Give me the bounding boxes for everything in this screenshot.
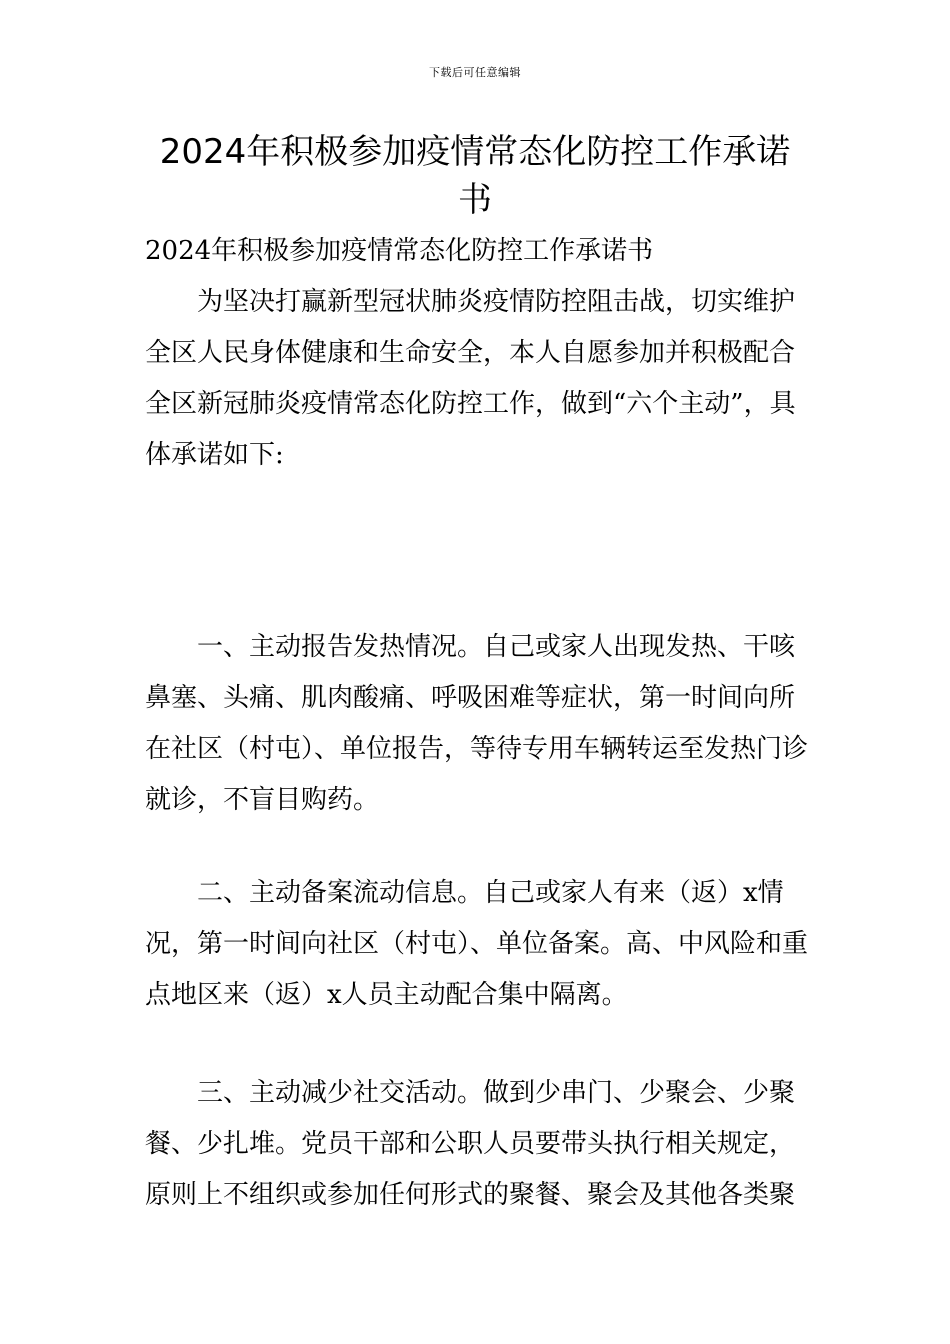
document-title: 2024年积极参加疫情常态化防控工作承诺书 xyxy=(159,132,791,220)
intro-paragraph: 为坚决打赢新型冠状肺炎疫情防控阻击战，切实维护全区人民身体健康和生命安全，本人自愿参加并积极配合全区新冠肺炎疫情常态化防控工作，做到“六个主动”，具体承诺如下: xyxy=(145,287,796,470)
commitment-item-1: 一、主动报告发热情况。自己或家人出现发热、干咳鼻塞、头痛、肌肉酸痛、呼吸困难等症状，第一时间向所在社区（村屯）、单位报告，等待专用车辆转运至发热门诊就诊，不盲目购药。 xyxy=(145,632,809,815)
header-note: 下载后可任意编辑 xyxy=(429,66,521,79)
document-subtitle: 2024年积极参加疫情常态化防控工作承诺书 xyxy=(145,236,654,266)
commitment-item-3: 三、主动减少社交活动。做到少串门、少聚会、少聚餐、少扎堆。党员干部和公职人员要带头执行相关规定，原则上不组织或参加任何形式的聚餐、聚会及其他各类聚 xyxy=(145,1078,796,1210)
commitment-item-2: 二、主动备案流动信息。自己或家人有来（返）x情况，第一时间向社区（村屯）、单位备案。高、中风险和重点地区来（返）x人员主动配合集中隔离。 xyxy=(145,878,809,1010)
